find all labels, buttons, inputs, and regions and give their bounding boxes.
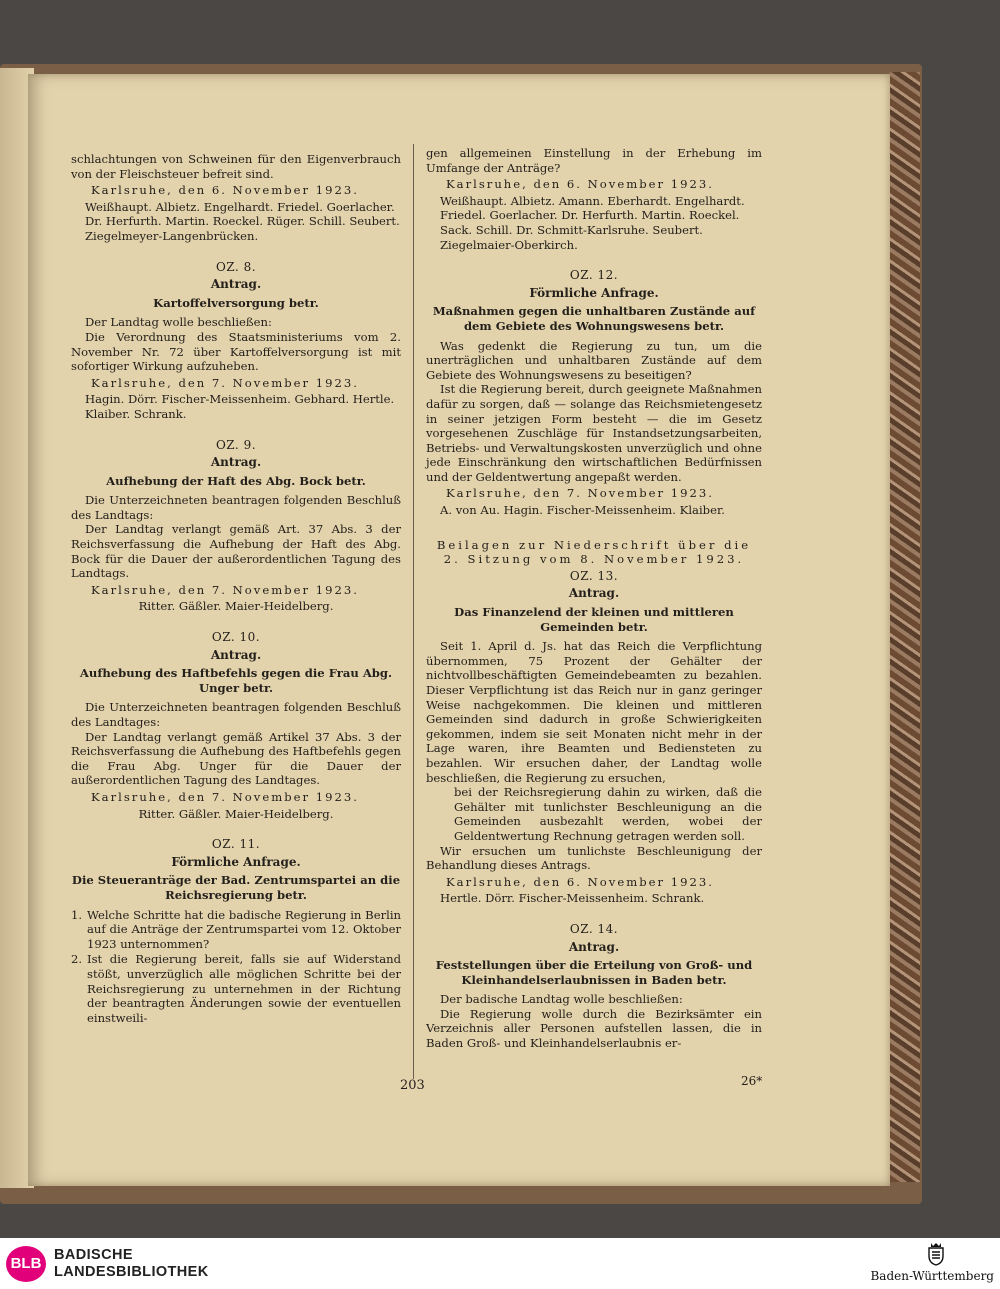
oz9-type: Antrag. xyxy=(210,455,262,470)
oz14-type: Antrag. xyxy=(568,939,620,954)
oz13-type: Antrag. xyxy=(568,586,620,601)
oz10-signatories: Ritter. Gäßler. Maier-Heidelberg. xyxy=(138,806,334,821)
oz10-type: Antrag. xyxy=(210,647,262,662)
oz12-paragraph-1: Was gedenkt die Regierung zu tun, um die unerträglichen und unhaltbaren Zustände auf dem Gebiete des Wohnungswesens zu beseitigen? xyxy=(426,338,762,382)
oz9-signatories: Ritter. Gäßler. Maier-Heidelberg. xyxy=(138,599,334,614)
oz12-section xyxy=(426,268,762,518)
oz14-paragraph-2: Die Regierung wolle durch die Bezirksämter ein Verzeichnis aller Personen aufstellen lassen, die in Baden Groß- und Kleinhandelserlaubnis er- xyxy=(426,1006,762,1051)
intro-text: schlachtungen von Schweinen für den Eigenverbrauch von der Fleischsteuer befreit sind. xyxy=(71,152,401,181)
oz8-title: Kartoffelversorgung betr. xyxy=(153,295,319,310)
oz12-date: Karlsruhe, den 7. November 1923. xyxy=(446,486,714,501)
oz14-section xyxy=(426,922,762,1051)
state-name: Baden-Württemberg xyxy=(870,1269,994,1283)
oz11-question-list xyxy=(71,908,401,1026)
intro-text-continued: gen allgemeinen Einstellung in der Erhebung im Umfange der Anträge? xyxy=(426,146,762,175)
oz13-date: Karlsruhe, den 6. November 1923. xyxy=(446,874,714,889)
intro-signatories-right: Weißhaupt. Albietz. Amann. Eberhardt. Engelhardt. Friedel. Goerlacher. Dr. Herfurth. Martin. Roeckel. Sack. Schill. Dr. Schmitt-Karlsruhe. Seubert. Ziegelmaier-Oberkirch. xyxy=(440,193,745,252)
library-name-line-2: LANDESBIBLIOTHEK xyxy=(54,1264,209,1280)
oz8-type: Antrag. xyxy=(210,277,262,292)
oz8-paragraph-1: Der Landtag wolle beschließen: xyxy=(85,315,272,330)
intro-date-right: Karlsruhe, den 6. November 1923. xyxy=(446,177,714,192)
list-item-text: Ist die Regierung bereit, falls sie auf Widerstand stößt, unverzüglich alle möglichen Schritte bei der Reichsregierung zu unternehmen in der Richtung der beantragten Änderungen sowie der eventuellen einstweili- xyxy=(87,952,401,1025)
oz12-number: OZ. 12. xyxy=(569,268,619,283)
library-name[interactable] xyxy=(54,1247,209,1281)
signature-mark: 26* xyxy=(741,1074,763,1088)
oz10-date: Karlsruhe, den 7. November 1923. xyxy=(91,789,359,804)
oz12-signatories: A. von Au. Hagin. Fischer-Meissenheim. Klaiber. xyxy=(440,503,725,518)
oz9-section xyxy=(71,438,401,615)
coat-of-arms-icon xyxy=(927,1242,945,1266)
oz10-title: Aufhebung des Haftbefehls gegen die Frau Abg. Unger betr. xyxy=(79,666,393,695)
list-item-number: 1. xyxy=(71,907,83,922)
oz13-title: Das Finanzelend der kleinen und mittleren Gemeinden betr. xyxy=(454,605,734,634)
oz14-number: OZ. 14. xyxy=(569,921,619,936)
oz8-signatories: Hagin. Dörr. Fischer-Meissenheim. Gebhard. Hertle. Klaiber. Schrank. xyxy=(85,392,395,421)
oz8-paragraph-2: Die Verordnung des Staatsministeriums vom 2. November Nr. 72 über Kartoffelversorgung ist mit sofortiger Wirkung aufzuheben. xyxy=(71,329,401,374)
beilagen-heading: Beilagen zur Niederschrift über die 2. Sitzung vom 8. November 1923. xyxy=(436,537,752,567)
oz10-paragraph-2: Der Landtag verlangt gemäß Artikel 37 Abs. 3 der Reichsverfassung die Aufhebung des Haftbefehls gegen die Frau Abg. Unger für die Dauer der außerordentlichen Tagung des Landtages. xyxy=(71,729,401,788)
oz12-paragraph-2: Ist die Regierung bereit, durch geeignete Maßnahmen dafür zu sorgen, daß — solange das Reichsmietengesetz in seiner jetzigen Form besteht — die im Gesetz vorgesehenen Zuschläge für Instandsetzungsarbeiten, Betriebs- und Verwaltungskosten unverzüglich und ohne jede Einschränkung den wirtschaftlichen Bedürfnissen und der Geldentwertung angepaßt werden. xyxy=(426,382,762,484)
column-divider xyxy=(413,144,414,1079)
list-item xyxy=(71,952,401,1025)
oz13-number: OZ. 13. xyxy=(569,568,619,583)
marbled-page-edge xyxy=(890,72,920,1182)
blb-logo[interactable]: BLB xyxy=(6,1246,46,1282)
oz14-title: Feststellungen über die Erteilung von Groß- und Kleinhandelserlaubnissen in Baden betr. xyxy=(435,958,753,987)
page-number: 203 xyxy=(400,1078,425,1093)
oz8-number: OZ. 8. xyxy=(215,259,257,274)
oz13-section xyxy=(426,569,762,906)
oz9-date: Karlsruhe, den 7. November 1923. xyxy=(91,582,359,597)
oz9-number: OZ. 9. xyxy=(215,437,257,452)
oz13-paragraph-2: Wir ersuchen um tunlichste Beschleunigung der Behandlung dieses Antrags. xyxy=(426,843,762,873)
list-item xyxy=(71,908,401,952)
intro-signatories: Weißhaupt. Albietz. Engelhardt. Friedel. Goerlacher. Dr. Herfurth. Martin. Roeckel. Rüger. Schill. Seubert. Ziegelmeyer-Langenbrücken. xyxy=(85,199,400,243)
document-page xyxy=(28,74,890,1186)
left-column xyxy=(71,152,401,1026)
list-item-number: 2. xyxy=(71,952,83,967)
oz11-section xyxy=(71,837,401,1025)
footer-bar xyxy=(0,1238,1000,1289)
right-column xyxy=(426,146,762,1051)
oz13-paragraph-1: Seit 1. April d. Js. hat das Reich die Verpflichtung übernommen, 75 Prozent der Gehälter der nichtvollbeschäftigten Gemeindebeamten zu bezahlen. Dieser Verpflichtung ist das Reich nur in ganz geringer Weise nachgekommen. Die kleinen und mittleren Gemeinden sind dadurch in große Schwierigkeiten gekommen, indem sie seit Monaten nicht mehr in der Lage waren, ihre Beamten und Bediensteten zu bezahlen. Wir ersuchen daher, der Landtag wolle beschließen, die Regierung zu ersuchen, xyxy=(426,639,762,785)
oz11-number: OZ. 11. xyxy=(211,837,261,852)
oz12-title: Maßnahmen gegen die unhaltbaren Zustände auf dem Gebiete des Wohnungswesens betr. xyxy=(432,304,756,333)
oz9-paragraph-1: Die Unterzeichneten beantragen folgenden Beschluß des Landtags: xyxy=(71,493,401,522)
oz13-signatories: Hertle. Dörr. Fischer-Meissenheim. Schrank. xyxy=(440,891,705,906)
oz14-paragraph-1: Der badische Landtag wolle beschließen: xyxy=(440,992,683,1007)
oz8-section xyxy=(71,260,401,422)
library-name-line-1: BADISCHE xyxy=(54,1247,133,1263)
oz13-quote: bei der Reichsregierung dahin zu wirken, daß die Gehälter mit tunlichster Beschleunigung an die Gemeinden ausbezahlt werden, wobei der Geldentwertung Rechnung getragen werden soll. xyxy=(454,785,762,843)
oz8-date: Karlsruhe, den 7. November 1923. xyxy=(91,375,359,390)
oz10-number: OZ. 10. xyxy=(211,630,261,645)
oz11-title: Die Steueranträge der Bad. Zentrumspartei an die Reichsregierung betr. xyxy=(71,873,401,902)
oz10-paragraph-1: Die Unterzeichneten beantragen folgenden Beschluß des Landtages: xyxy=(71,700,401,729)
intro-date: Karlsruhe, den 6. November 1923. xyxy=(91,183,359,198)
oz9-title: Aufhebung der Haft des Abg. Bock betr. xyxy=(106,473,366,488)
list-item-text: Welche Schritte hat die badische Regierung in Berlin auf die Anträge der Zentrumspartei vom 12. Oktober 1923 unternommen? xyxy=(87,907,401,951)
oz9-paragraph-2: Der Landtag verlangt gemäß Art. 37 Abs. 3 der Reichsverfassung die Aufhebung der Haft des Abg. Bock für die Dauer der außerordentlichen Tagung des Landtags. xyxy=(71,522,401,581)
oz11-type: Förmliche Anfrage. xyxy=(171,854,301,869)
oz12-type: Förmliche Anfrage. xyxy=(529,285,659,300)
oz10-section xyxy=(71,630,401,821)
